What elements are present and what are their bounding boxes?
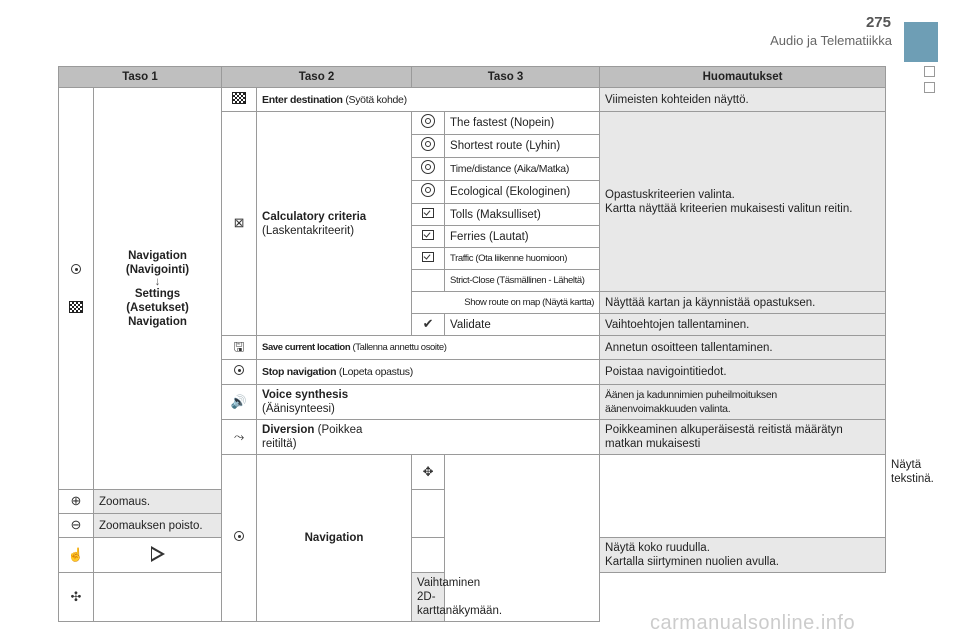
radio-icon bbox=[421, 114, 435, 128]
note-cell bbox=[600, 420, 886, 455]
zoom-out-icon-cell bbox=[59, 514, 94, 538]
nav-label-2: Navigation bbox=[128, 315, 187, 328]
checkbox-icon-cell bbox=[412, 248, 445, 270]
zoom-out-icon: ⊖ bbox=[70, 517, 82, 532]
checkbox-icon bbox=[422, 230, 434, 240]
empty-cell bbox=[600, 455, 886, 538]
radio-icon-cell bbox=[412, 181, 445, 204]
checkmark-icon-cell bbox=[412, 314, 445, 336]
hand-icon-cell bbox=[59, 538, 94, 573]
header-notes: Huomautukset bbox=[600, 67, 886, 88]
option-cell: Shortest route (Lyhin) bbox=[445, 135, 600, 158]
navigation-target-icon bbox=[231, 528, 247, 544]
note-cell: Vaihtaminen 2D-karttanäkymään. bbox=[412, 573, 445, 622]
stop-cell bbox=[257, 360, 600, 385]
radio-icon bbox=[421, 137, 435, 151]
option-cell: Strict-Close (Täsmällinen - Läheltä) bbox=[445, 270, 600, 292]
diversion-sub-1: (Poikkea bbox=[317, 424, 363, 436]
option-cell: Traffic (Ota liikenne huomioon) bbox=[445, 248, 600, 270]
criteria-icon: ⊠ bbox=[233, 215, 245, 230]
move-arrows-icon: ✥ bbox=[422, 463, 434, 479]
stop-label: Stop navigation bbox=[262, 366, 337, 378]
voice-icon-cell bbox=[222, 385, 257, 420]
empty-cell bbox=[445, 455, 600, 622]
note-cell: Näyttää kartan ja käynnistää opastuksen. bbox=[600, 292, 886, 314]
map-2d-icon: ✣ bbox=[70, 588, 82, 604]
criteria-note-2: Kartta näyttää kriteerien mukaisesti valitun reitin. bbox=[605, 202, 853, 215]
diversion-icon-cell bbox=[222, 420, 257, 455]
voice-note-2: äänenvoimakkuuden valinta. bbox=[605, 403, 731, 415]
validate-cell: Validate bbox=[445, 314, 600, 336]
flag-icon bbox=[69, 301, 83, 313]
criteria-note-1: Opastuskriteerien valinta. bbox=[605, 188, 735, 201]
note-cell: Annetun osoitteen tallentaminen. bbox=[600, 336, 886, 360]
diversion-cell bbox=[257, 420, 600, 455]
square-icon bbox=[924, 66, 935, 77]
map2d-icon-cell bbox=[59, 573, 94, 622]
move-icon-cell bbox=[412, 455, 445, 490]
show-route-cell: Show route on map (Näytä kartta) bbox=[412, 292, 600, 314]
enter-destination-cell bbox=[257, 88, 600, 112]
checkbox-icon-cell bbox=[412, 226, 445, 248]
nav-label: Navigation bbox=[128, 249, 187, 262]
chapter-tab bbox=[904, 22, 938, 62]
nav-label-fi: (Navigointi) bbox=[125, 263, 190, 276]
radio-icon bbox=[421, 183, 435, 197]
criteria-sub: (Laskentakriteerit) bbox=[262, 224, 355, 237]
criteria-label: Calculatory criteria bbox=[262, 210, 367, 223]
play-icon-cell bbox=[94, 538, 222, 573]
voice-label: Voice synthesis bbox=[262, 389, 349, 401]
flag-icon-cell bbox=[222, 88, 257, 112]
table-row: Navigation ✥ Näytä tekstinä. bbox=[59, 455, 886, 490]
option-cell: Tolls (Maksulliset) bbox=[445, 204, 600, 226]
stop-navigation-icon bbox=[231, 362, 247, 378]
radio-icon-cell bbox=[412, 158, 445, 181]
criteria-note-cell bbox=[600, 112, 886, 292]
radio-icon bbox=[421, 160, 435, 174]
watermark: carmanualsonline.info bbox=[650, 612, 856, 634]
save-sub: (Tallenna annettu osoite) bbox=[352, 341, 447, 353]
diversion-note-1: Poikkeaminen alkuperäisestä reitistä määrätyn bbox=[605, 424, 843, 436]
note-cell: Vaihtoehtojen tallentaminen. bbox=[600, 314, 886, 336]
arrow-down-icon: ↓ bbox=[154, 275, 161, 288]
note-cell bbox=[600, 538, 886, 573]
level1-icons-cell bbox=[59, 88, 94, 490]
save-label: Save current location bbox=[262, 341, 351, 353]
hand-pan-icon: ☝ bbox=[67, 546, 85, 562]
zoom-in-icon: ⊕ bbox=[70, 493, 82, 508]
play-triangle-icon bbox=[151, 546, 165, 560]
zoom-in-icon-cell bbox=[59, 490, 94, 514]
option-cell: Ecological (Ekologinen) bbox=[445, 181, 600, 204]
header-level1: Taso 1 bbox=[59, 67, 222, 88]
level1-label-cell bbox=[94, 88, 222, 490]
voice-sub: (Äänisynteesi) bbox=[262, 403, 335, 415]
voice-icon: 🔊 bbox=[230, 393, 248, 409]
arrows-note: Kartalla siirtyminen nuolien avulla. bbox=[605, 556, 779, 568]
checkmark-icon: ✔ bbox=[422, 316, 434, 331]
checkbox-icon bbox=[422, 252, 434, 262]
settings-label: Settings bbox=[134, 287, 181, 300]
option-cell: The fastest (Nopein) bbox=[445, 112, 600, 135]
empty-cell bbox=[94, 573, 257, 622]
note-cell bbox=[600, 385, 886, 420]
checkbox-icon-cell bbox=[412, 204, 445, 226]
empty-cell bbox=[412, 270, 445, 292]
navigation-target-icon bbox=[68, 261, 84, 277]
diversion-note-2: matkan mukaisesti bbox=[605, 438, 701, 450]
table-header-row bbox=[59, 67, 886, 88]
page-number: 275 bbox=[865, 14, 891, 31]
empty-cell bbox=[412, 538, 445, 573]
save-icon: 🖫 bbox=[233, 339, 245, 354]
diversion-icon: ⤳ bbox=[233, 428, 245, 444]
criteria-label-cell bbox=[257, 112, 412, 336]
table-row bbox=[59, 88, 886, 112]
save-cell bbox=[257, 336, 600, 360]
save-icon-cell bbox=[222, 336, 257, 360]
checkbox-icon bbox=[422, 208, 434, 218]
diversion-sub-2: reitiltä) bbox=[262, 438, 297, 450]
note-cell: Zoomaus. bbox=[94, 490, 222, 514]
option-cell: Ferries (Lautat) bbox=[445, 226, 600, 248]
settings-label-fi: (Asetukset) bbox=[126, 301, 189, 314]
flag-icon bbox=[232, 92, 246, 104]
note-cell: Zoomauksen poisto. bbox=[94, 514, 222, 538]
enter-destination-label: Enter destination bbox=[262, 93, 343, 106]
enter-destination-sub: (Syötä kohde) bbox=[345, 93, 407, 106]
stop-icon-cell bbox=[222, 360, 257, 385]
diversion-label: Diversion bbox=[262, 424, 315, 436]
radio-icon-cell bbox=[412, 112, 445, 135]
menu-table bbox=[58, 66, 934, 622]
note-cell: Viimeisten kohteiden näyttö. bbox=[600, 88, 886, 112]
section-title: Audio ja Telematiikka bbox=[770, 33, 892, 48]
voice-cell bbox=[257, 385, 600, 420]
square-icon bbox=[924, 82, 935, 93]
nav2-label-cell: Navigation bbox=[257, 455, 412, 622]
voice-note-1: Äänen ja kadunnimien puheilmoituksen bbox=[605, 389, 777, 401]
note-cell: Poistaa navigointitiedot. bbox=[600, 360, 886, 385]
header-level3: Taso 3 bbox=[412, 67, 600, 88]
option-cell: Time/distance (Aika/Matka) bbox=[445, 158, 600, 181]
criteria-icon-cell bbox=[222, 112, 257, 336]
header-level2: Taso 2 bbox=[222, 67, 412, 88]
fullscreen-note: Näytä koko ruudulla. bbox=[605, 542, 710, 554]
stop-sub: (Lopeta opastus) bbox=[338, 366, 413, 378]
radio-icon-cell bbox=[412, 135, 445, 158]
